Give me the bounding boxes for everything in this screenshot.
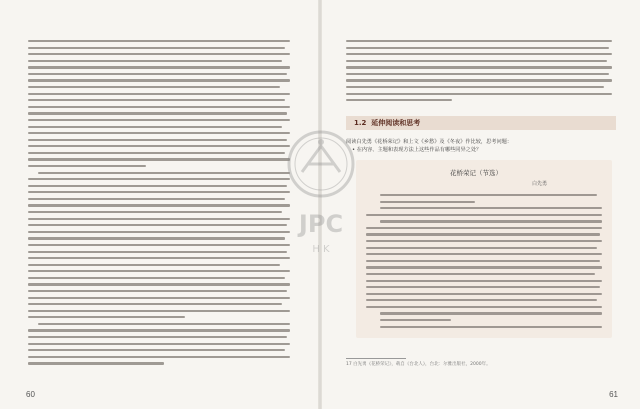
- right-page: [320, 0, 640, 409]
- excerpt-title: 花桥荣记（节选）: [450, 169, 502, 177]
- excerpt-author: 白先勇: [532, 181, 548, 187]
- left-body-text: [28, 40, 290, 369]
- watermark-subtext: H K: [312, 244, 330, 255]
- section-number: 1.2: [354, 119, 367, 127]
- publisher-watermark-logo: [282, 124, 360, 304]
- section-heading: [354, 118, 420, 128]
- reading-prompt: [346, 138, 512, 154]
- prompt-line-1: 阅读白先勇《花桥荣记》和上文《乡愁》及《冬夜》作比较，思考问题：: [346, 139, 513, 145]
- footnote-rule: [346, 358, 406, 359]
- section-title: 延伸阅读和思考: [371, 119, 421, 127]
- page-number-right: 61: [609, 390, 618, 399]
- watermark-text: JPC: [298, 210, 344, 238]
- right-body-text: [346, 40, 612, 106]
- excerpt-body-text: [366, 194, 602, 332]
- page-number-left: 60: [26, 390, 35, 399]
- footnote: 17 白先勇《花桥荣记》，载自《台北人》，台北：尔雅出版社，2000年。: [346, 362, 491, 367]
- prompt-line-2: • 在内容、主题和表现方法上这些作品有哪些同异之处？: [352, 147, 482, 153]
